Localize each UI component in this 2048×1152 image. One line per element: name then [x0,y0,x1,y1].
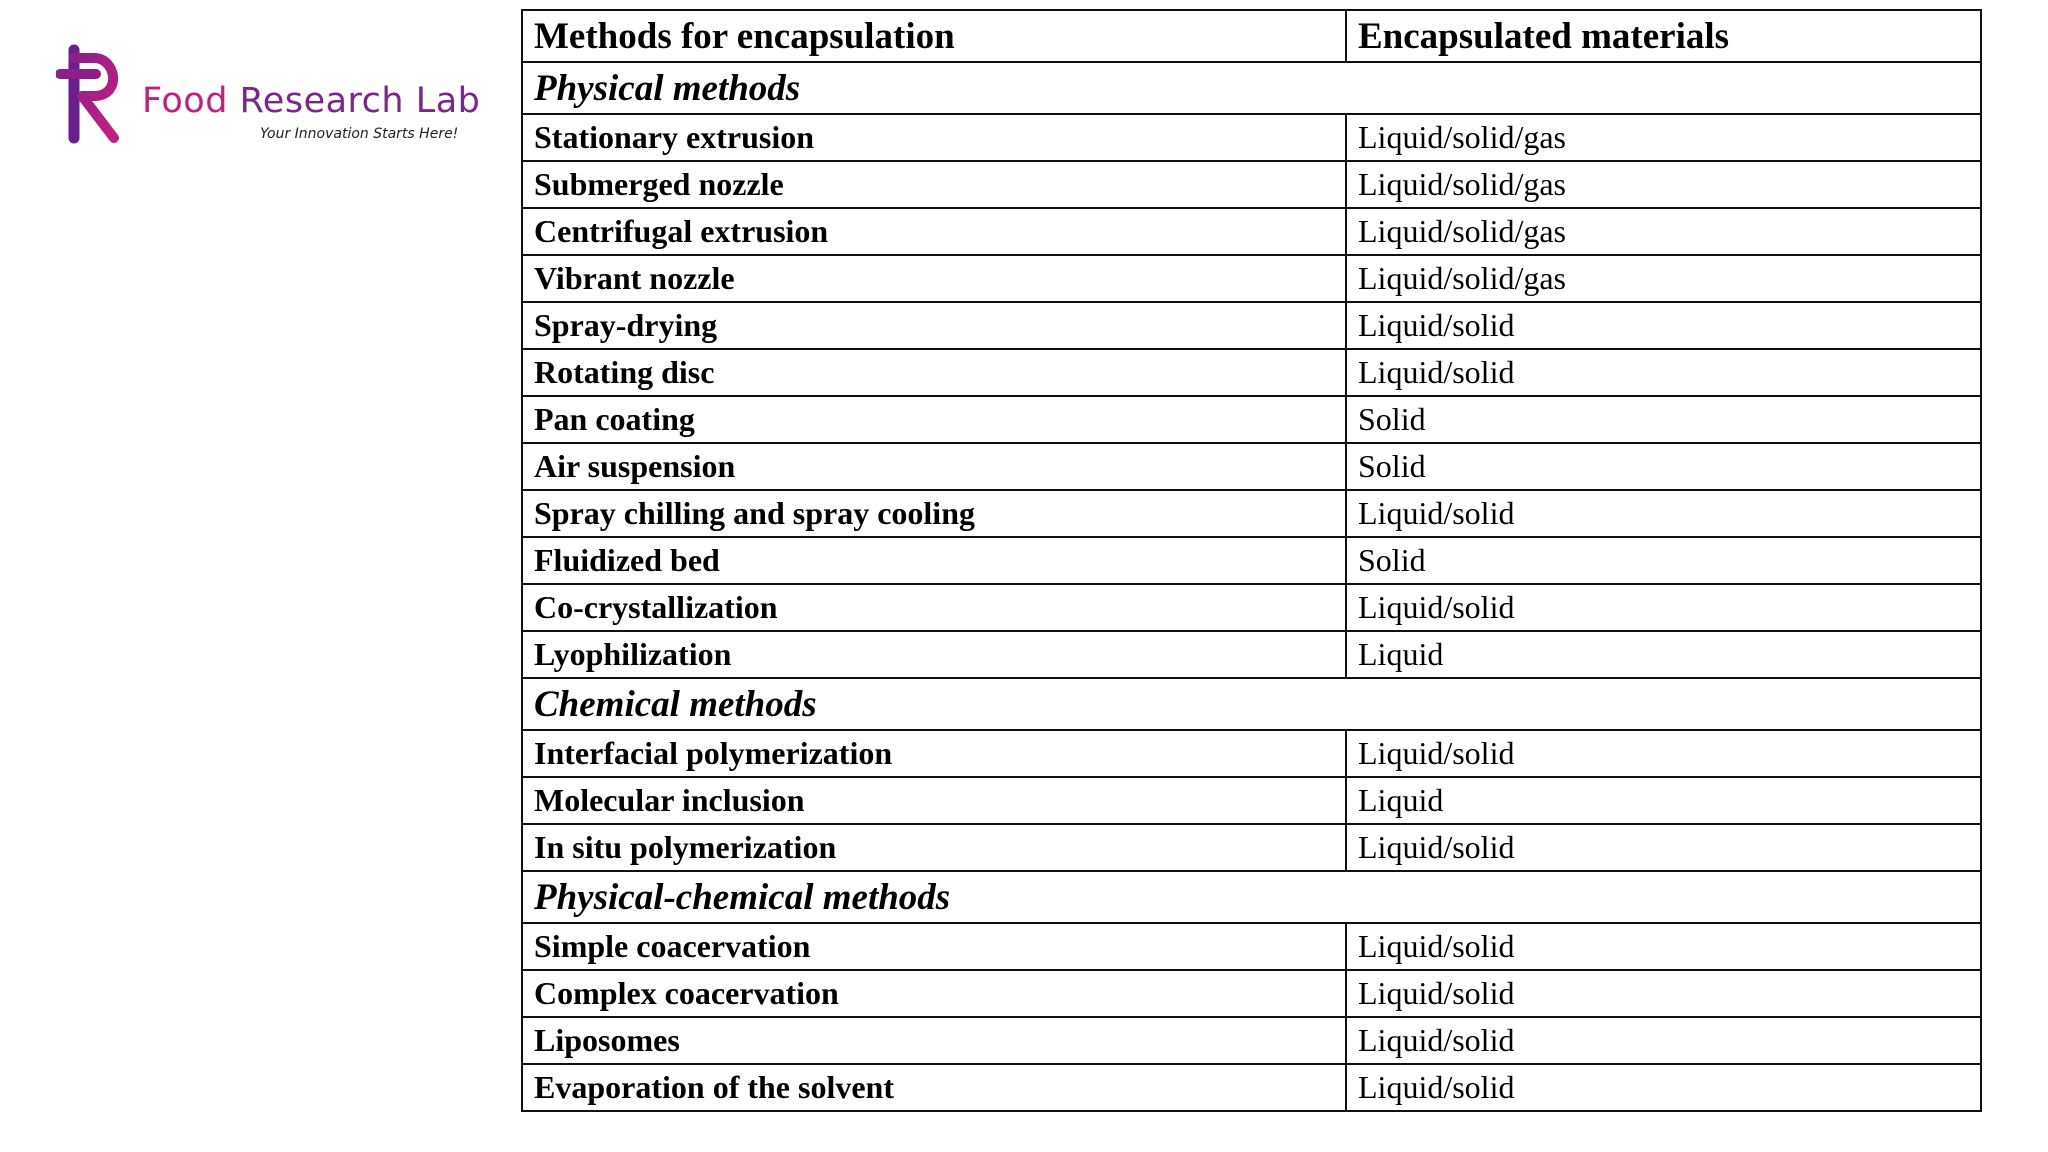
method-cell: Pan coating [522,396,1346,443]
material-cell: Liquid/solid [1346,923,1981,970]
section-title: Physical-chemical methods [522,871,1981,923]
table-row [522,443,1981,490]
header-materials: Encapsulated materials [1346,10,1981,62]
method-cell: Interfacial polymerization [522,730,1346,777]
table-row [522,923,1981,970]
section-title: Chemical methods [522,678,1981,730]
method-cell: Vibrant nozzle [522,255,1346,302]
logo-tagline: Your Innovation Starts Here! [260,126,459,142]
material-cell: Liquid/solid [1346,970,1981,1017]
material-cell: Liquid [1346,777,1981,824]
method-cell: Fluidized bed [522,537,1346,584]
method-cell: Rotating disc [522,349,1346,396]
material-cell: Liquid/solid/gas [1346,161,1981,208]
table-header-row [522,10,1981,62]
section-row [522,678,1981,730]
section-row [522,871,1981,923]
material-cell: Liquid/solid/gas [1346,208,1981,255]
material-cell: Liquid/solid [1346,1017,1981,1064]
table-row [522,1064,1981,1111]
table-row [522,824,1981,871]
method-cell: Co-crystallization [522,584,1346,631]
table-row [522,1017,1981,1064]
method-cell: Submerged nozzle [522,161,1346,208]
method-cell: Air suspension [522,443,1346,490]
material-cell: Liquid/solid [1346,490,1981,537]
logo-wordmark-food: Food [142,81,240,121]
material-cell: Solid [1346,537,1981,584]
method-cell: Spray chilling and spray cooling [522,490,1346,537]
table-row [522,396,1981,443]
method-cell: Lyophilization [522,631,1346,678]
material-cell: Liquid/solid [1346,1064,1981,1111]
table-row [522,970,1981,1017]
method-cell: Simple coacervation [522,923,1346,970]
company-logo [56,44,481,144]
material-cell: Liquid/solid/gas [1346,114,1981,161]
material-cell: Liquid [1346,631,1981,678]
table-row [522,537,1981,584]
table-row [522,584,1981,631]
table-row [522,302,1981,349]
table-row [522,490,1981,537]
logo-wordmark-research-lab: Research Lab [239,81,481,121]
method-cell: Centrifugal extrusion [522,208,1346,255]
method-cell: Complex coacervation [522,970,1346,1017]
table-row [522,730,1981,777]
material-cell: Liquid/solid [1346,730,1981,777]
section-title: Physical methods [522,62,1981,114]
method-cell: In situ polymerization [522,824,1346,871]
table-row [522,777,1981,824]
method-cell: Evaporation of the solvent [522,1064,1346,1111]
material-cell: Liquid/solid [1346,824,1981,871]
method-cell: Spray-drying [522,302,1346,349]
table-row [522,255,1981,302]
material-cell: Liquid/solid [1346,302,1981,349]
logo-fr-monogram-icon [56,44,130,144]
logo-wordmark [142,81,481,121]
table-row [522,161,1981,208]
table-row [522,631,1981,678]
method-cell: Molecular inclusion [522,777,1346,824]
table-row [522,349,1981,396]
material-cell: Liquid/solid [1346,584,1981,631]
material-cell: Liquid/solid [1346,349,1981,396]
material-cell: Solid [1346,396,1981,443]
encapsulation-methods-table [521,9,1982,1112]
section-row [522,62,1981,114]
table-row [522,114,1981,161]
material-cell: Solid [1346,443,1981,490]
table-row [522,208,1981,255]
method-cell: Liposomes [522,1017,1346,1064]
material-cell: Liquid/solid/gas [1346,255,1981,302]
method-cell: Stationary extrusion [522,114,1346,161]
header-methods: Methods for encapsulation [522,10,1346,62]
